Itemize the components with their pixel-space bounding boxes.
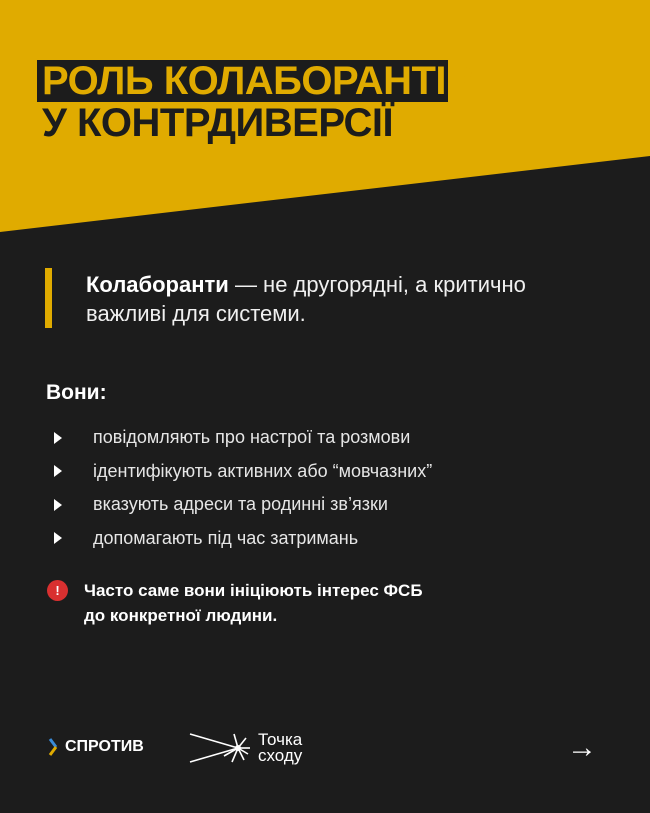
title-line-2: У КОНТРДИВЕРСІЇ [42, 101, 394, 145]
list-item-text: вказують адреси та родинні зв’язки [93, 494, 388, 515]
triangle-bullet-icon [54, 499, 62, 511]
warning-line-2: до конкретної людини. [84, 606, 278, 625]
logo-text-line-2: сходу [258, 746, 303, 765]
triangle-bullet-icon [54, 532, 62, 544]
triangle-bullet-icon [54, 432, 62, 444]
tochka-skhodu-logo [188, 730, 302, 766]
title-line-1: РОЛЬ КОЛАБОРАНТІВ [37, 60, 448, 102]
list-item [52, 421, 432, 455]
next-arrow-icon[interactable]: → [567, 731, 597, 764]
list-item [52, 455, 432, 489]
warning-line-1: Часто саме вони ініціюють інтерес ФСБ [84, 581, 423, 600]
list-heading: Вони: [46, 381, 107, 404]
quote-bar [45, 268, 52, 328]
quote-text [86, 270, 606, 328]
list-item [52, 522, 432, 556]
list-item-text: ідентифікують активних або “мовчазних” [93, 460, 433, 481]
quote-bold: Колаборанти [86, 272, 229, 297]
quote-rest: — не другорядні, а критично важливі для системи. [86, 272, 526, 326]
list-item [52, 488, 432, 522]
warning-text [84, 578, 423, 628]
warning-icon: ! [47, 580, 68, 601]
bullet-list [52, 421, 432, 555]
sprotyv-logo-text: СПРОТИВ [65, 738, 144, 755]
sprotyv-logo [48, 738, 144, 756]
triangle-bullet-icon [54, 465, 62, 477]
starburst-logo-icon [188, 730, 254, 766]
list-item-text: допомагають під час затримань [93, 527, 359, 548]
list-item-text: повідомляють про настрої та розмови [93, 427, 411, 448]
logo-text-line-1: Точка [258, 730, 303, 749]
chevron-logo-icon [48, 738, 60, 756]
